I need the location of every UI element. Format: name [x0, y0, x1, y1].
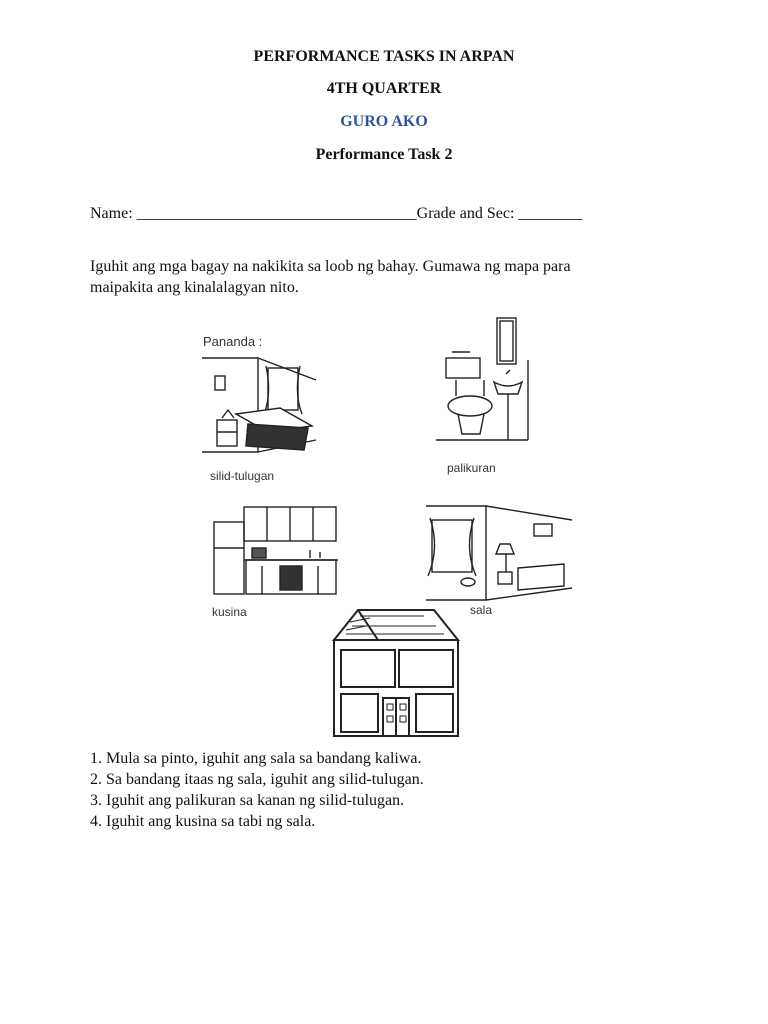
instruction-line-2: maipakita ang kinalalagyan nito.	[90, 279, 299, 296]
quarter-label: 4TH QUARTER	[326, 80, 442, 97]
instruction-line-1: Iguhit ang mga bagay na nakikita sa loob ng bahay. Gumawa ng mapa para	[90, 258, 571, 275]
legend-title: Pananda :	[203, 334, 263, 349]
bathroom-illustration	[436, 318, 528, 440]
step-1: 1. Mula sa pinto, iguhit ang sala sa bandang kaliwa.	[90, 750, 422, 767]
step-2: 2. Sa bandang itaas ng sala, iguhit ang silid-tulugan.	[90, 771, 424, 788]
step-4: 4. Iguhit ang kusina sa tabi ng sala.	[90, 813, 316, 830]
house-map-outline	[334, 610, 458, 736]
bedroom-illustration	[202, 358, 316, 452]
legend-kitchen-label: kusina	[212, 605, 247, 619]
task-label: Performance Task 2	[315, 146, 453, 163]
legend-bathroom-label: palikuran	[447, 461, 496, 475]
legend-bedroom-label: silid-tulugan	[210, 469, 275, 483]
worksheet-title: PERFORMANCE TASKS IN ARPAN	[253, 48, 515, 65]
name-grade-line: Name: ___________________________________Grade and Sec: ________	[90, 205, 583, 222]
living-room-illustration	[426, 506, 572, 600]
step-3: 3. Iguhit ang palikuran sa kanan ng silid-tulugan.	[90, 792, 405, 809]
legend-living-label: sala	[470, 603, 493, 617]
kitchen-illustration	[214, 507, 338, 594]
brand-label: GURO AKO	[340, 113, 428, 130]
